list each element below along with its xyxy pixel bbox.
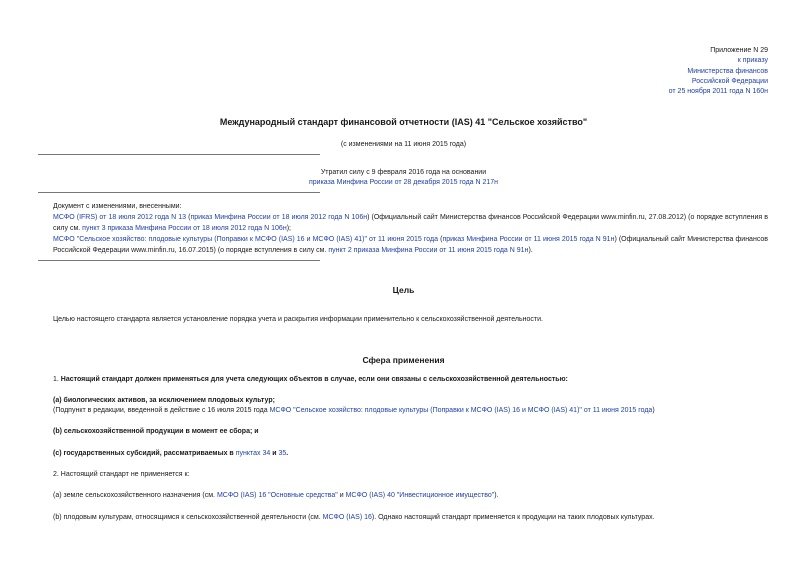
appendix-order-link[interactable]: Российской Федерации	[691, 77, 768, 85]
changes-order91-link[interactable]: приказ Минфина России от 11 июня 2015 года N 91н	[442, 236, 615, 243]
document-title: Международный стандарт финансовой отчетности (IAS) 41 "Сельское хозяйство"	[219, 117, 588, 127]
appendix-order-link[interactable]: от 25 ноября 2011 года N 160н	[668, 88, 768, 96]
scope-item-c: (c) государственных субсидий, рассматриваемых в пунктах 34 и 35.	[53, 450, 289, 457]
scope-ias16-link-2[interactable]: МСФО (IAS) 16	[322, 514, 372, 521]
revision-note: (с изменениями на 11 июня 2015 года)	[340, 141, 467, 148]
scope-p2-item-b: (b) плодовым культурам, относящимся к сельскохозяйственной деятельности (см. МСФО (IAS) 16). Однако настоящий стандарт применяется к продукции на таких плодовых культурах.	[53, 514, 655, 521]
scope-item-a: (a) биологических активов, за исключением плодовых культур;	[53, 397, 275, 404]
divider	[38, 154, 320, 155]
scope-paragraph-2: 2. Настоящий стандарт не применяется к:	[53, 471, 190, 478]
changes-item-1: МСФО (IFRS) от 18 июля 2012 года N 13 (приказ Минфина России от 18 июля 2012 года N 106н) (Официальный сайт Министерства финансов Российской Федерации www.minfin.ru, 27.08.2012) (о порядке вступления в силу см. пункт 3 приказа Минфина России от 18 июля 2012 года N 106н);	[53, 214, 768, 232]
scope-ias16-link[interactable]: МСФО (IAS) 16 "Основные средства"	[216, 492, 338, 499]
changes-ias41-link[interactable]: МСФО "Сельское хозяйство: плодовые культуры (Поправки к МСФО (IAS) 16 и МСФО (IAS) 41)" от 11 июня 2015 года	[53, 236, 439, 243]
scope-point34-link[interactable]: пунктах 34	[235, 450, 271, 457]
scope-item-a-note: (Подпункт в редакции, введенной в действие с 16 июля 2015 года МСФО "Сельское хозяйство: плодовые культуры (Поправки к МСФО (IAS) 16 и МСФО (IAS) 41)" от 11 июня 2015 года)	[53, 407, 655, 414]
divider	[38, 192, 320, 193]
scope-paragraph-1: 1. Настоящий стандарт должен применяться для учета следующих объектов в случае, если они связаны с сельскохозяйственной деятельностью:	[53, 376, 568, 383]
changes-point2-link[interactable]: пункт 2 приказа Минфина России от 11 июня 2015 года N 91н	[328, 246, 529, 254]
scope-point35-link[interactable]: 35	[278, 450, 287, 457]
appendix-block	[669, 46, 768, 97]
changes-point3-link[interactable]: пункт 3 приказа Минфина России от 18 июля 2012 года N 106н	[82, 224, 287, 232]
changes-item-2: МСФО "Сельское хозяйство: плодовые культуры (Поправки к МСФО (IAS) 16 и МСФО (IAS) 41)" от 11 июня 2015 года (приказ Минфина России от 11 июня 2015 года N 91н) (Официальный сайт Министерства финансов Российской Федерации www.minfin.ru, 16.07.2015) (о порядке вступления в силу см. пункт 2 приказа Минфина России от 11 июня 2015 года N 91н).	[53, 236, 769, 254]
changes-order106-link[interactable]: приказ Минфина России от 18 июля 2012 года N 106н	[190, 214, 368, 221]
appendix-order-link[interactable]: Министерства финансов	[687, 67, 768, 75]
scope-item-b: (b) сельскохозяйственной продукции в момент ее сбора; и	[53, 428, 259, 435]
scope-p2-item-a: (a) земле сельскохозяйственного назначения (см. МСФО (IAS) 16 "Основные средства" и МСФО (IAS) 40 "Инвестиционное имущество").	[53, 492, 499, 499]
scope-ias41-amendment-link[interactable]: МСФО "Сельское хозяйство: плодовые культуры (Поправки к МСФО (IAS) 16 и МСФО (IAS) 41)" от 11 июня 2015 года	[269, 407, 653, 414]
goal-text: Целью настоящего стандарта является установление порядка учета и раскрытия информации применительно к сельскохозяйственной деятельности.	[53, 316, 543, 323]
lapsed-notice: Утратил силу с 9 февраля 2016 года на основании	[320, 169, 487, 176]
divider	[38, 260, 320, 261]
changes-ifrs13-link[interactable]: МСФО (IFRS) от 18 июля 2012 года N 13	[53, 214, 187, 221]
scope-ias40-link[interactable]: МСФО (IAS) 40 "Инвестиционное имущество"	[345, 492, 495, 499]
goal-heading: Цель	[392, 285, 415, 295]
changes-intro: Документ с изменениями, внесенными:	[53, 203, 182, 210]
lapsed-order-link[interactable]: приказа Минфина России от 28 декабря 2015 года N 217н	[308, 179, 499, 186]
appendix-order-link[interactable]: к приказу	[737, 57, 768, 65]
appendix-line: Приложение N 29	[710, 47, 768, 54]
scope-heading: Сфера применения	[362, 355, 445, 365]
